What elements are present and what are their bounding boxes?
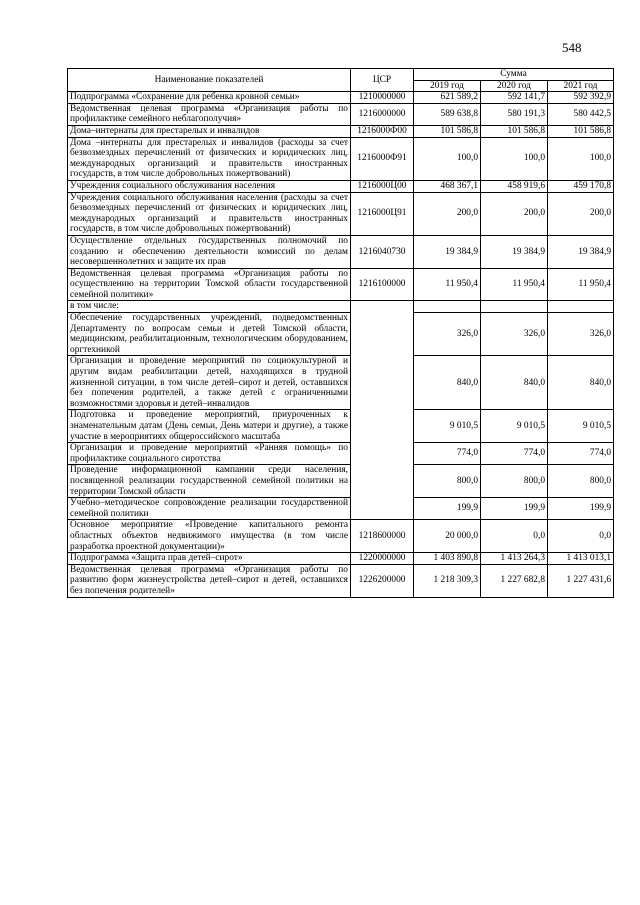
table-row (68, 356, 614, 410)
table-row (68, 235, 614, 268)
row-value-2019: 1 218 309,3 (414, 564, 481, 597)
table-row (68, 125, 614, 137)
table-row (68, 410, 614, 443)
row-value-2020: 774,0 (481, 443, 548, 465)
row-value-2021: 11 950,4 (548, 268, 614, 301)
budget-table (67, 68, 614, 598)
table-row (68, 564, 614, 597)
row-csr: 1216000000 (351, 103, 414, 125)
row-name: Дома–интернаты для престарелых и инвалидов (68, 125, 351, 137)
row-value-2019: 100,0 (414, 137, 481, 180)
row-name: Учебно–методическое сопровождение реализации государственной семейной политики (68, 498, 351, 520)
row-value-2020: 326,0 (481, 313, 548, 356)
row-value-2020: 19 384,9 (481, 235, 548, 268)
row-value-2019: 1 403 890,8 (414, 553, 481, 565)
row-value-2021: 774,0 (548, 443, 614, 465)
subheader-empty-2021 (548, 301, 614, 313)
row-name: Основное мероприятие «Проведение капитального ремонта областных объектов недвижимого имущества (в том числе разработка проектной документации)» (68, 520, 351, 553)
table-row (68, 92, 614, 104)
row-value-2021: 1 227 431,6 (548, 564, 614, 597)
row-value-2021: 199,9 (548, 498, 614, 520)
row-value-2019: 589 638,8 (414, 103, 481, 125)
table-row (68, 180, 614, 192)
row-value-2020: 458 919,6 (481, 180, 548, 192)
row-value-2020: 592 141,7 (481, 92, 548, 104)
row-value-2020: 840,0 (481, 356, 548, 410)
row-csr: 1216000Ф91 (351, 137, 414, 180)
header-year-2019: 2019 год (414, 80, 481, 92)
row-value-2021: 1 413 013,1 (548, 553, 614, 565)
row-value-2020: 800,0 (481, 465, 548, 498)
row-value-2020: 100,0 (481, 137, 548, 180)
row-name: Учреждения социального обслуживания населения (68, 180, 351, 192)
table-row (68, 192, 614, 235)
row-name: Проведение информационной кампании среди населения, посвященной реализации государственной семейной политики на территории Томской области (68, 465, 351, 498)
row-value-2019: 800,0 (414, 465, 481, 498)
row-value-2021: 800,0 (548, 465, 614, 498)
row-value-2019: 9 010,5 (414, 410, 481, 443)
row-value-2019: 621 589,2 (414, 92, 481, 104)
row-value-2019: 840,0 (414, 356, 481, 410)
row-value-2019: 199,9 (414, 498, 481, 520)
row-name: Ведомственная целевая программа «Организация работы по осуществлению на территории Томской области государственной семейной политики» (68, 268, 351, 301)
table-row (68, 465, 614, 498)
row-value-2020: 11 950,4 (481, 268, 548, 301)
row-value-2019: 20 000,0 (414, 520, 481, 553)
row-csr: 1226200000 (351, 564, 414, 597)
header-year-2020: 2020 год (481, 80, 548, 92)
table-row (68, 498, 614, 520)
table-row (68, 443, 614, 465)
row-name: Дома –интернаты для престарелых и инвалидов (расходы за счет безвозмездных перечислений от физических и юридических лиц, международных организаций и правительств иностранных государств, в том числе добровольных пожертвований) (68, 137, 351, 180)
row-name: Учреждения социального обслуживания населения (расходы за счет безвозмездных перечислений от физических и юридических лиц, международных организаций и правительств иностранных государств, в том числе добровольных пожертвований) (68, 192, 351, 235)
row-value-2020: 0,0 (481, 520, 548, 553)
row-name: Ведомственная целевая программа «Организация работы по развитию форм жизнеустройства детей–сирот и детей, оставшихся без попечения родителей» (68, 564, 351, 597)
row-name: Осуществление отдельных государственных полномочий по созданию и обеспечению деятельности комиссий по делам несовершеннолетних и защите их прав (68, 235, 351, 268)
row-value-2020: 1 413 264,3 (481, 553, 548, 565)
row-value-2020: 1 227 682,8 (481, 564, 548, 597)
row-value-2021: 100,0 (548, 137, 614, 180)
row-csr: 1216100000 (351, 268, 414, 301)
row-value-2019: 19 384,9 (414, 235, 481, 268)
row-value-2019: 101 586,8 (414, 125, 481, 137)
table-row (68, 268, 614, 301)
row-value-2021: 459 170,8 (548, 180, 614, 192)
row-value-2020: 101 586,8 (481, 125, 548, 137)
row-name: Организация и проведение мероприятий по социокультурной и другим видам реабилитации детей, находящихся в трудной жизненной ситуации, в том числе детей–сирот и детей, оставшихся без попечения родителей, а также детей с ограниченными возможностями здоровья и детей–инвалидов (68, 356, 351, 410)
table-row (68, 103, 614, 125)
row-value-2021: 326,0 (548, 313, 614, 356)
subheader-empty-2019 (414, 301, 481, 313)
row-value-2021: 19 384,9 (548, 235, 614, 268)
row-value-2021: 0,0 (548, 520, 614, 553)
row-csr: 1210000000 (351, 92, 414, 104)
row-value-2021: 580 442,5 (548, 103, 614, 125)
row-name: Обеспечение государственных учреждений, подведомственных Департаменту по вопросам семьи и детей Томской области, медицинским, реабилитационным, технологическим оборудованием, оргтехникой (68, 313, 351, 356)
row-value-2020: 580 191,3 (481, 103, 548, 125)
row-value-2020: 199,9 (481, 498, 548, 520)
table-row (68, 313, 614, 356)
row-value-2021: 592 392,9 (548, 92, 614, 104)
row-name: Подпрограмма «Защита прав детей–сирот» (68, 553, 351, 565)
subrows-csr-empty (351, 301, 414, 520)
page-number: 548 (562, 40, 582, 55)
row-csr: 1216000Ф00 (351, 125, 414, 137)
header-csr: ЦСР (351, 69, 414, 92)
row-csr: 1218600000 (351, 520, 414, 553)
table-row (68, 553, 614, 565)
subheader-empty-2020 (481, 301, 548, 313)
header-sum: Сумма (414, 69, 614, 81)
row-csr: 1216040730 (351, 235, 414, 268)
row-value-2019: 774,0 (414, 443, 481, 465)
header-name: Наименование показателей (68, 69, 351, 92)
row-name: Ведомственная целевая программа «Организация работы по профилактике семейного неблагополучия» (68, 103, 351, 125)
row-value-2020: 9 010,5 (481, 410, 548, 443)
table-row (68, 137, 614, 180)
row-value-2021: 101 586,8 (548, 125, 614, 137)
row-csr: 1216000Ц00 (351, 180, 414, 192)
row-csr: 1220000000 (351, 553, 414, 565)
header-year-2021: 2021 год (548, 80, 614, 92)
row-value-2019: 468 367,1 (414, 180, 481, 192)
row-value-2019: 200,0 (414, 192, 481, 235)
table-row (68, 520, 614, 553)
row-value-2021: 840,0 (548, 356, 614, 410)
row-value-2019: 11 950,4 (414, 268, 481, 301)
subheader-label: в том числе: (68, 301, 351, 313)
row-value-2021: 200,0 (548, 192, 614, 235)
table-header-row (68, 69, 614, 81)
row-csr: 1216000Ц91 (351, 192, 414, 235)
row-name: Организация и проведение мероприятий «Ранняя помощь» по профилактике социального сиротства (68, 443, 351, 465)
row-name: Подготовка и проведение мероприятий, приуроченных к знаменательным датам (День семьи, День матери и другие), а также участие в мероприятиях общероссийского масштаба (68, 410, 351, 443)
row-value-2019: 326,0 (414, 313, 481, 356)
row-name: Подпрограмма «Сохранение для ребенка кровной семьи» (68, 92, 351, 104)
row-value-2021: 9 010,5 (548, 410, 614, 443)
table-subheader-row (68, 301, 614, 313)
row-value-2020: 200,0 (481, 192, 548, 235)
